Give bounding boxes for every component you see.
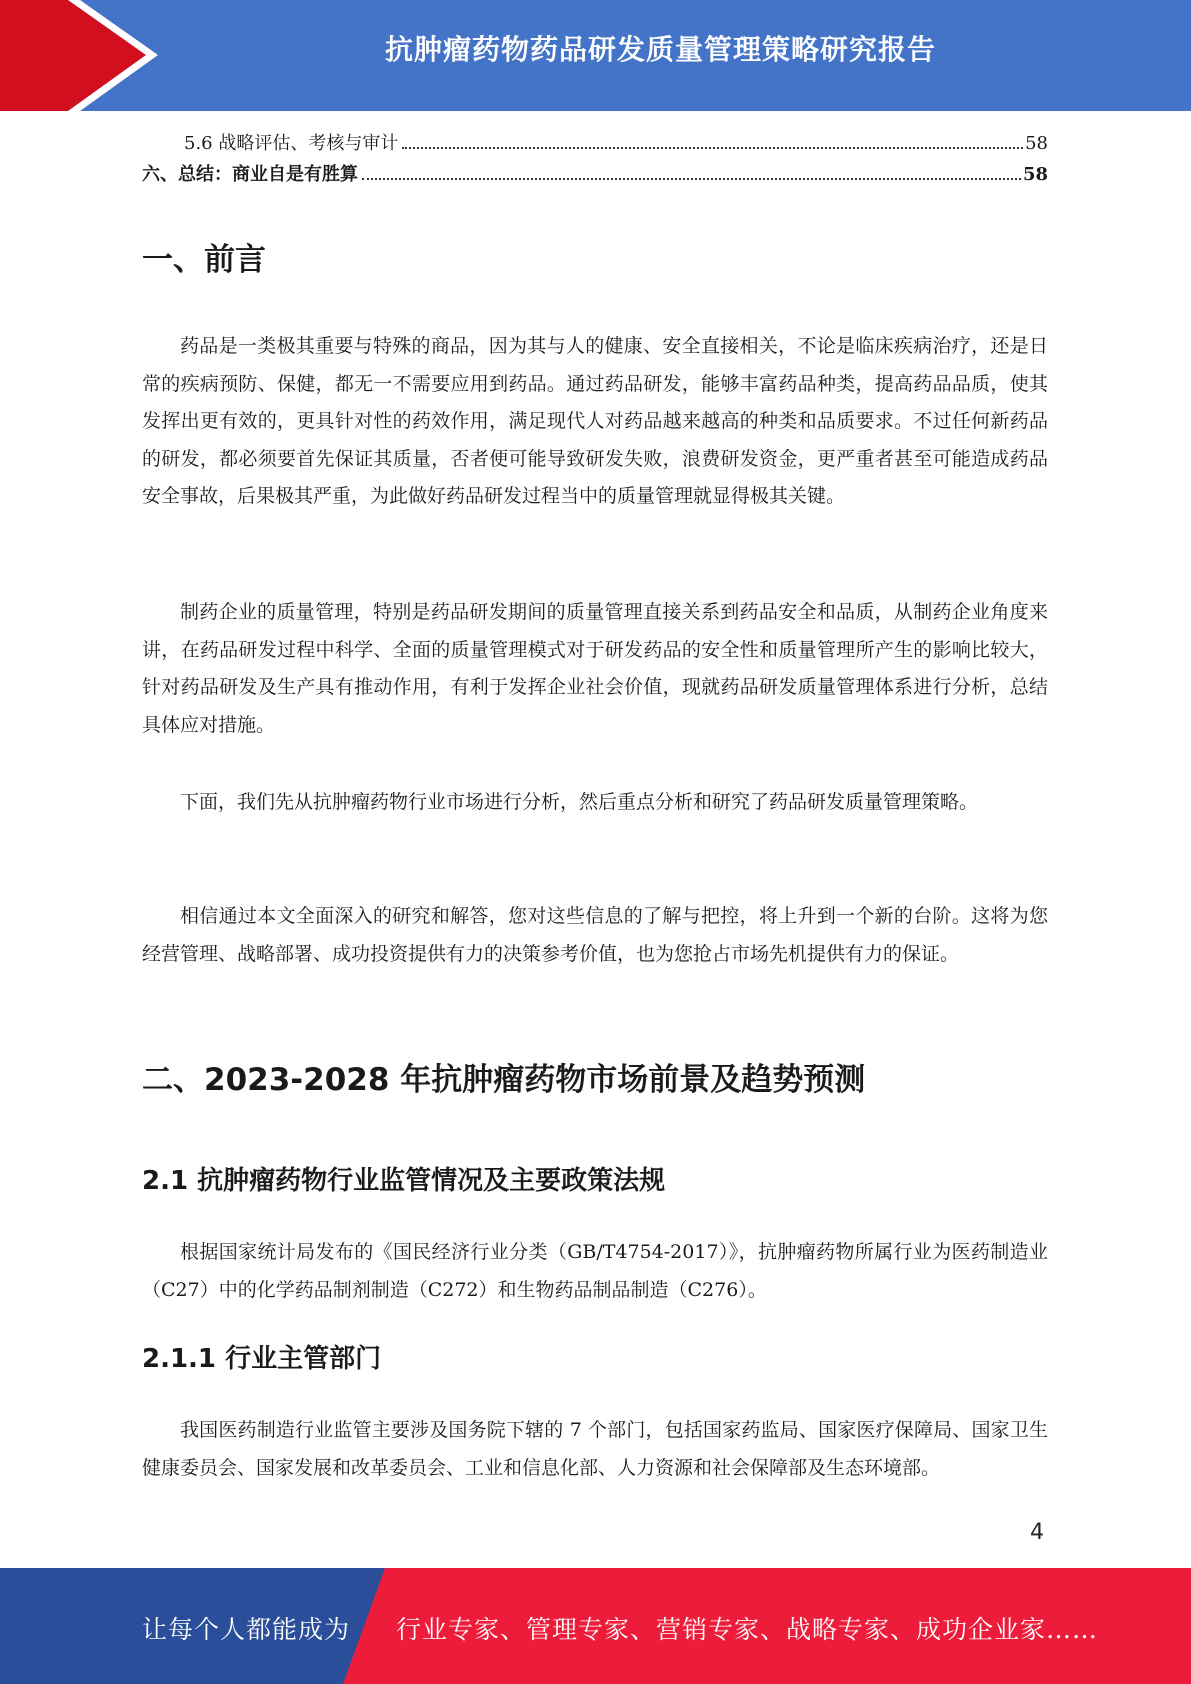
body-paragraph: 药品是一类极其重要与特殊的商品，因为其与人的健康、安全直接相关，不论是临床疾病治疗，还是日常的疾病预防、保健，都无一不需要应用到药品。通过药品研发，能够丰富药品种类，提高药品品质，使其发挥出更有效的，更具针对性的药效作用，满足现代人对药品越来越高的种类和品质要求。不过任何新药品的研发，都必须要首先保证其质量，否者便可能导致研发失败，浪费研发资金，更严重者甚至可能造成药品安全事故，后果极其严重，为此做好药品研发过程当中的质量管理就显得极其关键。: [142, 335, 1048, 507]
toc-entry-text: 5.6 战略评估、考核与审计: [184, 133, 399, 154]
toc-entry[interactable]: [142, 128, 1048, 159]
page-number: 4: [1030, 1520, 1044, 1545]
body-paragraph: 我国医药制造行业监管主要涉及国务院下辖的 7 个部门，包括国家药监局、国家医疗保障局、国家卫生健康委员会、国家发展和改革委员会、工业和信息化部、人力资源和社会保障部及生态环境部。: [142, 1419, 1048, 1479]
body-paragraph: 下面，我们先从抗肿瘤药物行业市场进行分析，然后重点分析和研究了药品研发质量管理策略。: [180, 791, 979, 813]
footer-slogan-left: 让每个人都能成为: [142, 1615, 351, 1644]
table-of-contents: [142, 128, 1048, 190]
toc-leader-dots: [362, 177, 1021, 180]
page-header: [0, 0, 1191, 111]
toc-entry-text: 六、总结：商业自是有胜算: [142, 164, 358, 185]
section-heading-market-outlook: 二、2023-2028 年抗肿瘤药物市场前景及趋势预测: [142, 1062, 866, 1098]
page-footer: [0, 1568, 1191, 1684]
body-paragraph: 根据国家统计局发布的《国民经济行业分类（GB/T4754-2017）》，抗肿瘤药物所属行业为医药制造业（C27）中的化学药品制剂制造（C272）和生物药品制品制造（C276）。: [142, 1241, 1048, 1301]
header-title: 抗肿瘤药物药品研发质量管理策略研究报告: [384, 33, 936, 66]
body-paragraph: 制药企业的质量管理，特别是药品研发期间的质量管理直接关系到药品安全和品质，从制药企业角度来讲，在药品研发过程中科学、全面的质量管理模式对于研发药品的安全性和质量管理所产生的影响比较大，针对药品研发及生产具有推动作用，有利于发挥企业社会价值，现就药品研发质量管理体系进行分析，总结具体应对措施。: [142, 601, 1048, 736]
toc-entry[interactable]: [142, 159, 1048, 190]
subsection-heading-regulation: 2.1 抗肿瘤药物行业监管情况及主要政策法规: [142, 1166, 666, 1196]
section-heading-preface: 一、前言: [142, 242, 266, 278]
toc-entry-page: 58: [1025, 133, 1048, 154]
toc-entry-page: 58: [1022, 164, 1048, 185]
toc-leader-dots: [402, 146, 1023, 149]
document-body: [142, 128, 1048, 1479]
footer-slogan-right: 行业专家、管理专家、营销专家、战略专家、成功企业家……: [396, 1615, 1099, 1644]
subsection-heading-authorities: 2.1.1 行业主管部门: [142, 1344, 382, 1374]
body-paragraph: 相信通过本文全面深入的研究和解答，您对这些信息的了解与把控，将上升到一个新的台阶。这将为您经营管理、战略部署、成功投资提供有力的决策参考价值，也为您抢占市场先机提供有力的保证。: [142, 905, 1048, 965]
header-chevron-graphic: [0, 0, 160, 111]
